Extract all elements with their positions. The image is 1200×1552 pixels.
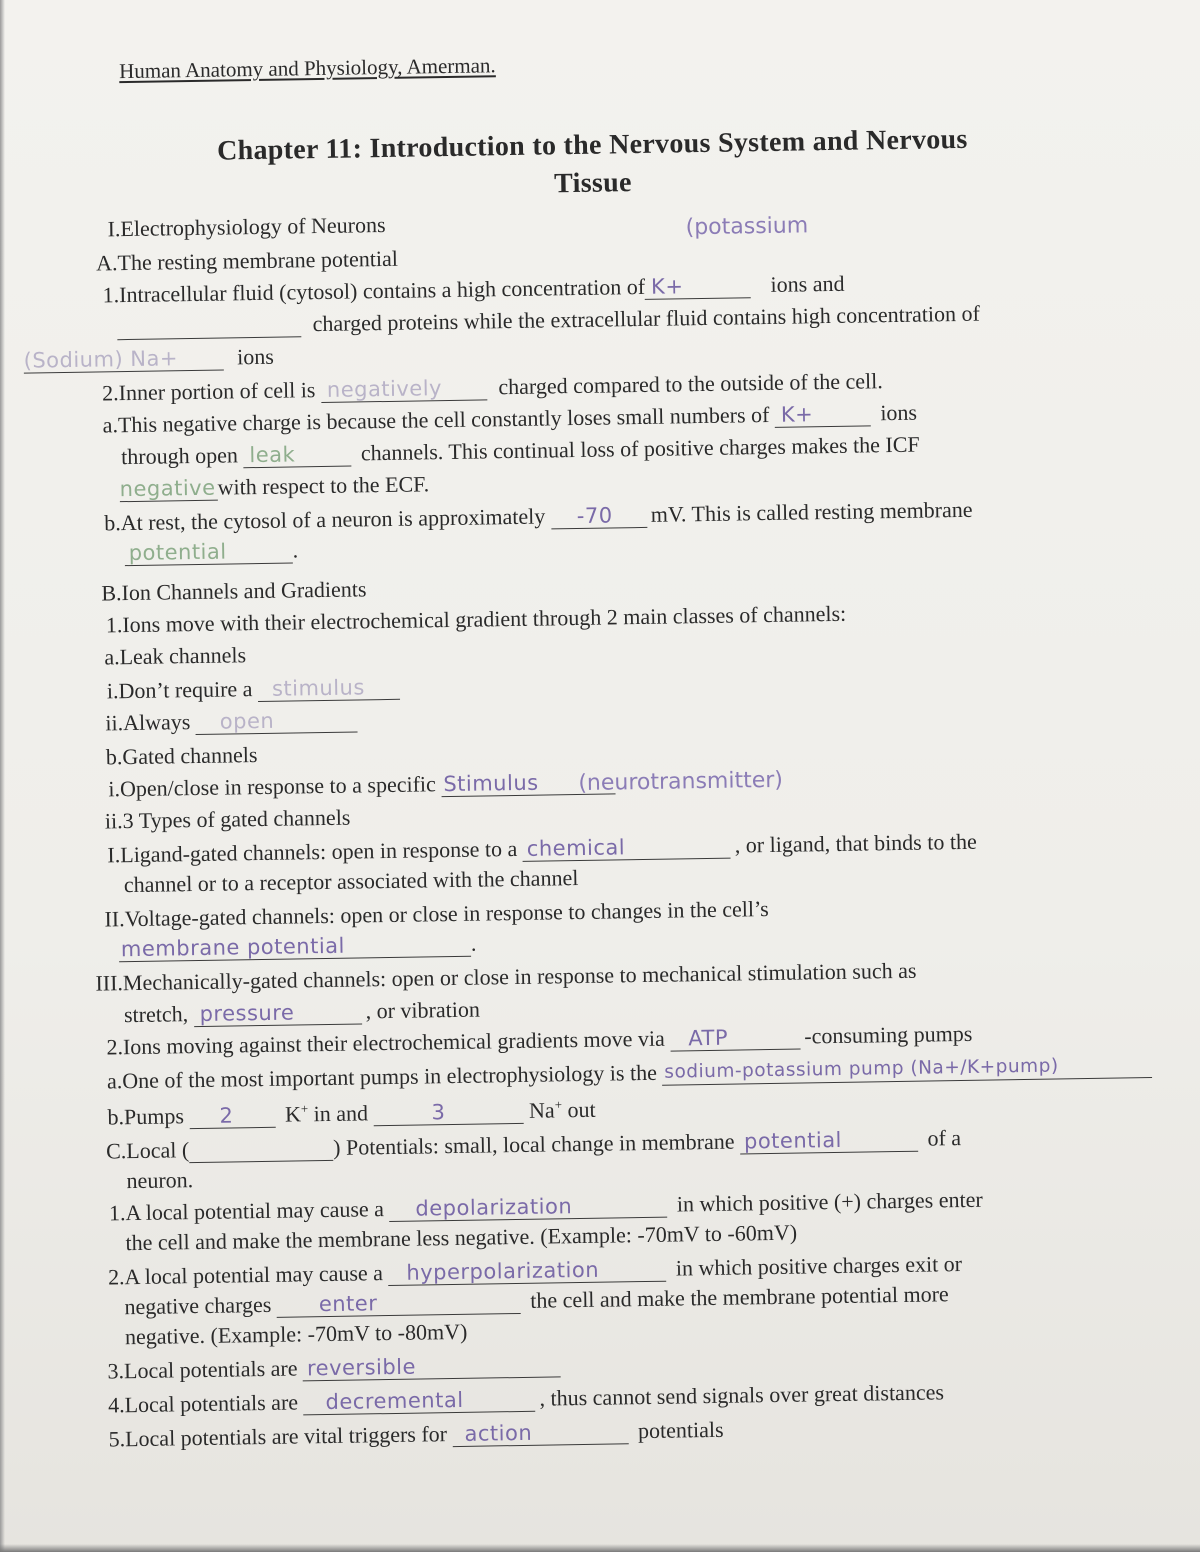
outline-item: 1.Ions move with their electrochemical gradient through 2 main classes of channels: [105,600,847,638]
outline-item: negative with respect to the ECF. [119,471,430,502]
outline-item: i.Open/close in response to a specific Stimulus [108,768,615,802]
outline-item: a.This negative charge is because the cell constantly loses small numbers of K+ ions [102,399,918,438]
outline-item: III.Mechanically-gated channels: open or close in response to mechanical stimulation such as [95,957,917,996]
outline-item: C.Local ( ) Potentials: small, local change in membrane potential of a [105,1125,962,1164]
outline-item: a.Leak channels [104,642,247,670]
outline-item: neuron. [126,1167,194,1194]
outline-heading: B.Ion Channels and Gradients [101,576,367,606]
handwritten-answer: K+ [780,402,814,427]
fill-blank[interactable] [120,476,218,503]
handwritten-answer: pressure [199,1000,295,1026]
fill-blank[interactable] [23,346,223,374]
outline-item: 1.A local potential may cause a depolarization in which positive (+) charges enter [108,1186,983,1226]
fill-blank[interactable] [193,999,361,1027]
fill-blank[interactable] [196,707,358,735]
handwritten-note-potassium: (potassium [685,213,809,241]
handwritten-answer: K+ [650,274,684,299]
fill-blank[interactable] [119,932,471,963]
fill-blank[interactable] [258,675,400,702]
outline-item: membrane potential . [120,930,477,962]
fill-blank[interactable] [670,1025,800,1052]
outline-item: 2.Inner portion of cell is negatively charged compared to the outside of the cell. [101,368,883,406]
outline-item: 4.Local potentials are decremental , thus cannot send signals over great distances [107,1379,945,1418]
handwritten-answer: ATP [688,1025,729,1051]
outline-item: negative. (Example: -70mV to -80mV) [124,1318,468,1350]
fill-blank[interactable] [645,273,751,300]
course-header: Human Anatomy and Physiology, Amerman. [118,53,496,84]
handwritten-answer: -70 [576,503,613,529]
outline-item: through open leak channels. This continual loss of positive charges makes the ICF [120,431,920,470]
fill-blank[interactable] [321,375,487,403]
outline-item: 2.Ions moving against their electrochemical gradients move via ATP -consuming pumps [106,1020,973,1060]
outline-item: A.The resting membrane potential [95,245,399,276]
fill-blank[interactable] [189,1136,333,1163]
fill-blank[interactable] [452,1419,628,1447]
handwritten-answer: enter [318,1291,378,1317]
handwritten-note-neurotransmitter: (neurotransmitter) [578,767,784,797]
outline-item: channel or to a receptor associated with the channel [123,865,579,898]
outline-item: ii.3 Types of gated channels [104,804,351,834]
handwritten-answer: negative [119,475,216,502]
handwritten-answer: action [464,1420,533,1446]
chapter-title-line-1: Chapter 11: Introduction to the Nervous System and Nervous [216,123,968,167]
fill-blank[interactable] [389,1193,667,1222]
fill-blank[interactable] [125,538,293,566]
outline-item: (Sodium) Na+ ions [23,343,275,373]
handwritten-answer: negatively [326,376,443,402]
handwritten-answer: open [219,708,275,734]
handwritten-answer: (Sodium) Na+ [23,346,179,373]
fill-blank[interactable] [775,401,871,428]
outline-item: II.Voltage-gated channels: open or close in response to changes in the cell’s [104,896,769,932]
outline-item: charged proteins while the extracellular fluid contains high concentration of [117,301,980,341]
handwritten-answer: stimulus [271,675,366,701]
outline-heading: I.Electrophysiology of Neurons [107,211,386,242]
handwritten-answer: leak [249,442,296,468]
outline-item: stretch, pressure , or vibration [123,996,481,1028]
handwritten-answer: reversible [306,1354,417,1381]
handwritten-answer: chemical [526,835,626,861]
fill-blank[interactable] [189,1103,275,1129]
handwritten-answer: sodium-potassium pump (Na+/K+pump) [664,1055,1059,1083]
fill-blank[interactable] [523,834,731,862]
outline-item: a.One of the most important pumps in electrophysiology is the sodium-potassium pump (Na+/K+pump) [107,1052,1153,1094]
outline-item: 5.Local potentials are vital triggers for action potentials [108,1416,724,1452]
outline-item: I.Ligand-gated channels: open in response to a chemical , or ligand, that binds to the [107,828,977,868]
fill-blank[interactable] [117,312,301,340]
handwritten-answer: 3 [431,1100,446,1125]
handwritten-answer: decremental [325,1387,464,1415]
handwritten-answer: Stimulus [443,770,539,797]
outline-item: 3.Local potentials are reversible [107,1351,561,1384]
handwritten-answer: potential [743,1127,843,1154]
outline-item: b.Pumps 2 K+ in and 3 Na+ out [107,1096,596,1130]
outline-item: i.Don’t require a stimulus [107,674,400,705]
handwritten-answer: membrane potential [120,933,346,962]
outline-item: b.At rest, the cytosol of a neuron is approximately -70 mV. This is called resting membrane [104,496,973,536]
handwritten-answer: 2 [219,1103,234,1128]
fill-blank[interactable] [373,1099,523,1126]
fill-blank[interactable] [303,1352,561,1381]
fill-blank[interactable] [277,1289,521,1318]
outline-item: b.Gated channels [105,742,258,770]
chapter-title-line-2: Tissue [553,167,632,200]
fill-blank[interactable] [303,1387,535,1416]
outline-item: the cell and make the membrane less negative. (Example: -70mV to -60mV) [125,1219,798,1256]
handwritten-answer: depolarization [415,1194,573,1221]
outline-item: 1.Intracellular fluid (cytosol) contains a high concentration of K+ ions and [102,270,845,308]
fill-blank[interactable] [551,503,647,530]
outline-item: 2.A local potential may cause a hyperpolarization in which positive charges exit or [107,1251,963,1290]
handwritten-answer: potential [128,539,227,566]
fill-blank[interactable] [662,1053,1152,1086]
outline-item: potential . [124,537,298,566]
outline-item: ii.Always open [105,706,358,736]
outline-item: negative charges enter the cell and make the membrane potential more [124,1281,949,1320]
handwritten-answer: hyperpolarization [406,1257,600,1285]
fill-blank[interactable] [243,442,351,469]
fill-blank[interactable] [388,1257,666,1286]
fill-blank[interactable] [740,1127,918,1155]
